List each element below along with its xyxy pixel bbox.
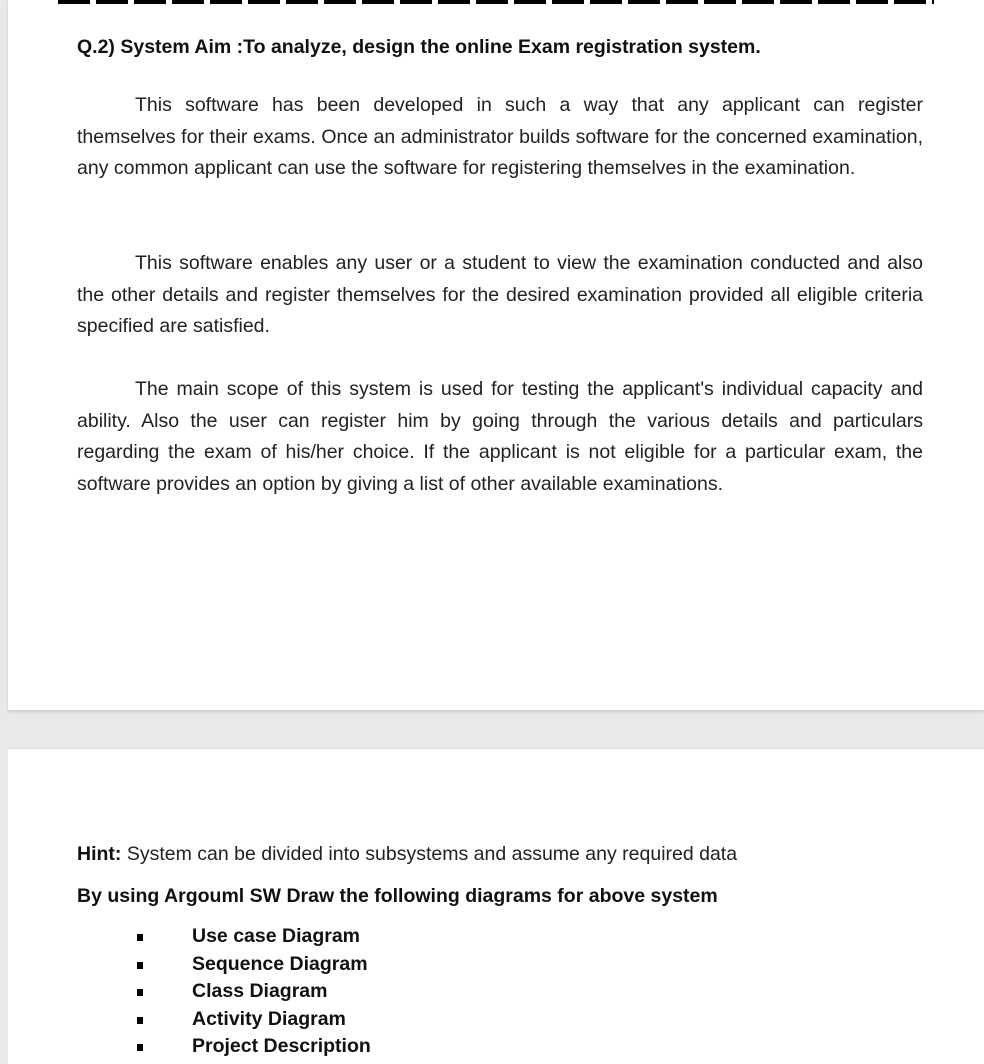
square-bullet-icon [137, 1017, 143, 1024]
paragraph-1: This software has been developed in such a way that any applicant can register themselves for their exams. Once an administrator builds software for the concerned examination, any common applicant can use the software for registering themselves in the examination. [77, 94, 923, 179]
diagram-list [129, 923, 371, 1061]
page-border-dashed-rule [58, 0, 934, 4]
list-item [129, 1006, 371, 1034]
square-bullet-icon [137, 1044, 143, 1051]
list-item-label: Project Description [192, 1035, 371, 1057]
question-heading: Q.2) System Aim :To analyze, design the online Exam registration system. [77, 36, 761, 58]
square-bullet-icon [137, 934, 143, 941]
hint-line [77, 840, 923, 868]
list-item [129, 978, 371, 1006]
list-item-label: Class Diagram [192, 980, 328, 1002]
paragraph-3: The main scope of this system is used for testing the applicant's individual capacity and ability. Also the user can register him by going through the various details and particulars regarding the exam of his/her choice. If the applicant is not eligible for a particular exam, the software provides an option by giving a list of other available examinations. [77, 378, 923, 495]
paragraph-2: This software enables any user or a student to view the examination conducted and also the other details and register themselves for the desired examination provided all eligible criteria specified are satisfied. [77, 252, 923, 337]
list-item-label: Sequence Diagram [192, 952, 368, 975]
hint-label: Hint: [77, 843, 122, 865]
list-item [129, 1033, 371, 1061]
hint-text: System can be divided into subsystems and assume any required data [121, 843, 738, 865]
instruction-line: By using Argouml SW Draw the following diagrams for above system [77, 885, 718, 907]
list-item-label: Use case Diagram [192, 925, 361, 947]
square-bullet-icon [137, 962, 143, 969]
list-item [129, 923, 371, 951]
list-item [129, 951, 371, 979]
square-bullet-icon [137, 989, 143, 996]
list-item-label: Activity Diagram [192, 1007, 346, 1030]
document-page-1 [8, 0, 984, 711]
document-page-2 [8, 748, 984, 1064]
